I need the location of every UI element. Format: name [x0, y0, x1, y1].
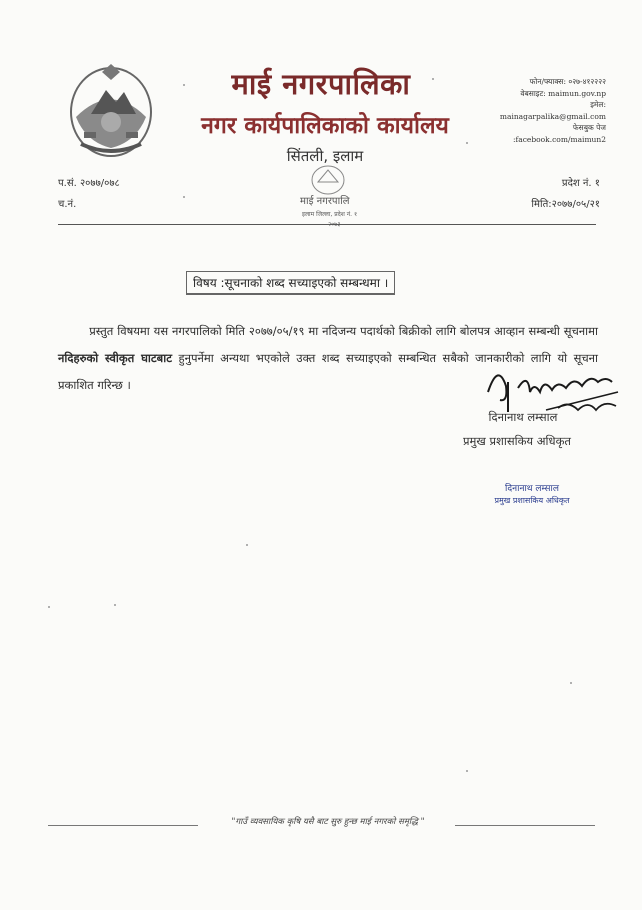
- signatory-name: दिनानाथ लम्साल: [488, 410, 558, 424]
- footer-slogan: "गाउँ व्यवसायिक कृषि यसै बाट सुरु हुन्छ माई नगरको समृद्धि ": [231, 817, 425, 827]
- scan-speck: [183, 84, 185, 86]
- scan-speck: [183, 196, 185, 198]
- contact-email-label: इमेल:: [590, 100, 606, 109]
- scan-speck: [114, 604, 116, 606]
- body-text-part2: हुनुपर्नेमा अन्यथा भएकोले उक्त शब्द सच्याइएको सम्बन्धित सबैको जानकारीको लागि यो सूचना प्रकाशित गरिन्छ ।: [58, 351, 599, 392]
- seal-title: प्रमुख प्रशासकिय अधिकृत: [494, 496, 570, 505]
- office-stamp: [292, 158, 382, 228]
- province-number: प्रदेश नं. १: [561, 178, 600, 189]
- contact-block: [478, 76, 606, 145]
- nepal-emblem-logo: [66, 62, 156, 160]
- date-block: [470, 173, 600, 215]
- subject-line: विषय :सूचनाको शब्द सच्याइएको सम्बन्धमा ।: [186, 271, 395, 295]
- contact-facebook-label: फेसबुक पेज: [572, 123, 606, 132]
- reference-number: प.सं. २०७७/०७८: [58, 178, 120, 189]
- organization-name: माई नगरपालिका: [231, 67, 411, 101]
- header-divider: [58, 224, 596, 225]
- footer-rule-left: [48, 825, 198, 826]
- stamp-line1: माई नगरपालि: [300, 196, 350, 207]
- stamp-line2: इलाम जिल्ला, प्रदेश नं. १: [302, 211, 358, 218]
- body-text-part1: प्रस्तुत विषयमा यस नगरपालिको मिति २०७७/०५/१९ मा नदिजन्य पदार्थको बिक्रीको लागि बोलपत्र आव्हान सम्बन्धी सूचनामा: [89, 324, 598, 338]
- scan-speck: [48, 606, 50, 608]
- seal-name: दिनानाथ लम्साल: [505, 484, 559, 494]
- scan-speck: [570, 682, 572, 684]
- office-name: नगर कार्यपालिकाको कार्यालय: [201, 113, 449, 139]
- scan-speck: [466, 770, 468, 772]
- reference-block: [58, 173, 120, 215]
- scan-speck: [246, 544, 248, 546]
- contact-facebook: :facebook.com/maimun2: [512, 134, 606, 144]
- footer-rule-right: [455, 825, 595, 826]
- scan-speck: [432, 78, 434, 80]
- body-text-bold: नदिहरुको स्वीकृत घाटबाट: [58, 351, 173, 365]
- letter-date: मिति:२०७७/०५/२१: [531, 199, 600, 210]
- contact-website: वेबसाइट: maimun.gov.np: [520, 88, 606, 98]
- contact-email: mainagarpalika@gmail.com: [499, 111, 606, 121]
- office-location: सिंतली, इलाम: [286, 147, 364, 165]
- scan-speck: [466, 142, 468, 144]
- dispatch-number: च.नं.: [58, 199, 77, 210]
- contact-phone: फोन/फ्याक्स: ०२७-४१२२२२: [529, 77, 606, 86]
- signatory-title: प्रमुख प्रशासकिय अधिकृत: [463, 434, 571, 448]
